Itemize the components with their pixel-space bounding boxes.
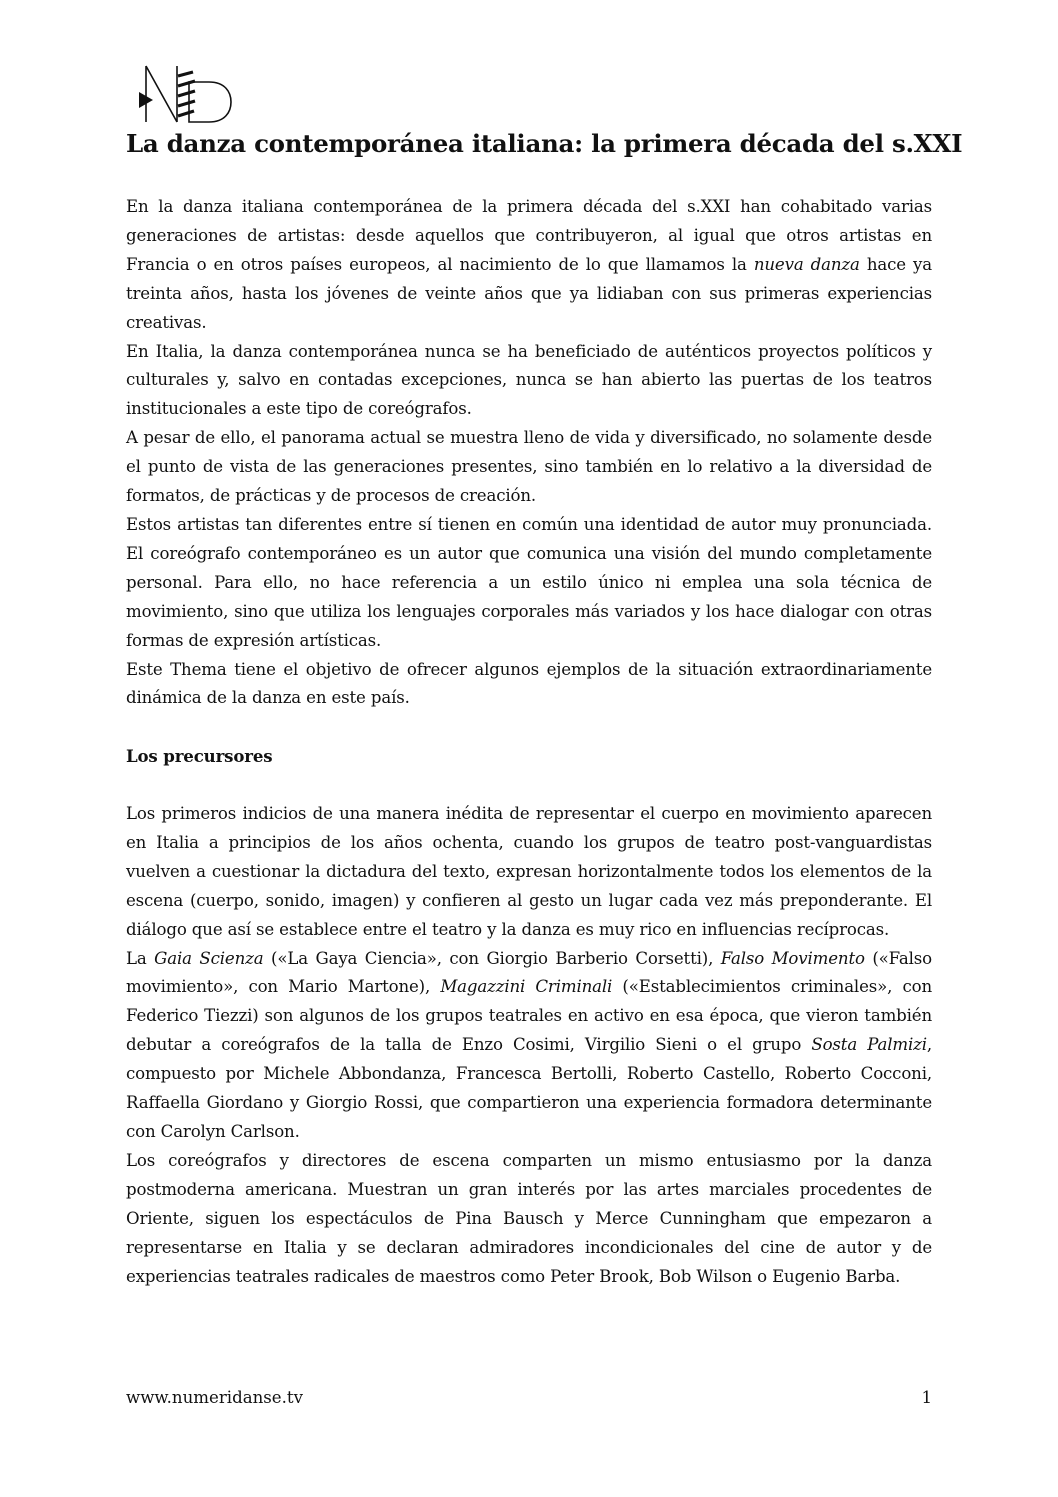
- paragraph: [126, 424, 932, 511]
- text-run: En Italia, la danza contemporánea nunca se ha beneficiado de auténticos proyectos políticos y culturales y, salvo en contadas excepciones, nunca se han abierto las puertas de los teatros institucionales a este tipo de coreógrafos.: [126, 341, 932, 419]
- page-number: 1: [921, 1388, 932, 1407]
- text-run: La: [126, 948, 155, 968]
- italic-title: nueva danza: [753, 254, 860, 274]
- italic-title: Sosta Palmizi: [811, 1035, 927, 1055]
- text-run: , compuesto por Michele Abbondanza, Francesca Bertolli, Roberto Castello, Roberto Cocconi, Raffaella Giordano y Giorgio Rossi, que compartieron una experiencia formadora determinante con Carolyn Carlson.: [126, 1035, 932, 1141]
- paragraph: [126, 511, 932, 656]
- text-run: Los coreógrafos y directores de escena comparten un mismo entusiasmo por la danza postmoderna americana. Muestran un gran interés por las artes marciales procedentes de Oriente, siguen los espectáculos de Pina Bausch y Merce Cunningham que empezaron a representarse en Italia y se declaran admiradores incondicionales del cine de autor y de experiencias teatrales radicales de maestros como Peter Brook, Bob Wilson o Eugenio Barba.: [126, 1150, 932, 1286]
- text-run: («Establecimientos criminales», con Federico Tiezzi) son algunos de los grupos teatrales en activo en esa época, que vieron también debutar a coreógrafos de la talla de Enzo Cosimi, Virgilio Sieni o el grupo: [126, 977, 932, 1055]
- paragraph: [126, 656, 932, 714]
- text-run: hace ya treinta años, hasta los jóvenes de veinte años que ya lidiaban con sus primeras experiencias creativas.: [126, 254, 932, 332]
- numeridanse-logo-icon: [137, 62, 235, 126]
- intro-section: [126, 193, 932, 713]
- text-run: A pesar de ello, el panorama actual se muestra lleno de vida y diversificado, no solamente desde el punto de vista de las generaciones presentes, sino también en lo relativo a la diversidad de formatos, de prácticas y de procesos de creación.: [126, 428, 932, 506]
- document-title: La danza contemporánea italiana: la primera década del s.XXI: [126, 129, 963, 158]
- text-run: Estos artistas tan diferentes entre sí tienen en común una identidad de autor muy pronunciada. El coreógrafo contemporáneo es un autor que comunica una visión del mundo completamente personal. Para ello, no hace referencia a un estilo único ni emplea una sola técnica de movimiento, sino que utiliza los lenguajes corporales más variados y los hace dialogar con otras formas de expresión artísticas.: [126, 514, 932, 650]
- paragraph: [126, 1147, 932, 1292]
- italic-title: Gaia Scienza: [154, 948, 264, 968]
- text-run: («La Gaya Ciencia», con Giorgio Barberio Corsetti),: [263, 948, 721, 968]
- section-heading: Los precursores: [126, 746, 273, 767]
- italic-title: Falso Movimento: [720, 948, 865, 968]
- paragraph: [126, 193, 932, 338]
- text-run: Este Thema tiene el objetivo de ofrecer algunos ejemplos de la situación extraordinariamente dinámica de la danza en este país.: [126, 659, 932, 708]
- footer-url: www.numeridanse.tv: [126, 1388, 303, 1407]
- document-body: [126, 193, 932, 1291]
- paragraph: [126, 800, 932, 945]
- precursores-section: [126, 800, 932, 1291]
- paragraph: [126, 945, 932, 1147]
- text-run: («Falso movimiento», con Mario Martone),: [126, 948, 932, 997]
- text-run: En la danza italiana contemporánea de la primera década del s.XXI han cohabitado varias generaciones de artistas: desde aquellos que contribuyeron, al igual que otros artistas en Francia o en otros países europeos, al nacimiento de lo que llamamos la: [126, 197, 932, 274]
- spacer: [126, 771, 932, 800]
- spacer: [126, 713, 932, 742]
- italic-title: Magazzini Criminali: [440, 977, 613, 997]
- paragraph: [126, 338, 932, 425]
- text-run: Los primeros indicios de una manera inédita de representar el cuerpo en movimiento aparecen en Italia a principios de los años ochenta, cuando los grupos de teatro post-vanguardistas vuelven a cuestionar la dictadura del texto, expresan horizontalmente todos los elementos de la escena (cuerpo, sonido, imagen) y confieren al gesto un lugar cada vez más preponderante. El diálogo que así se establece entre el teatro y la danza es muy rico en influencias recíprocas.: [126, 804, 932, 939]
